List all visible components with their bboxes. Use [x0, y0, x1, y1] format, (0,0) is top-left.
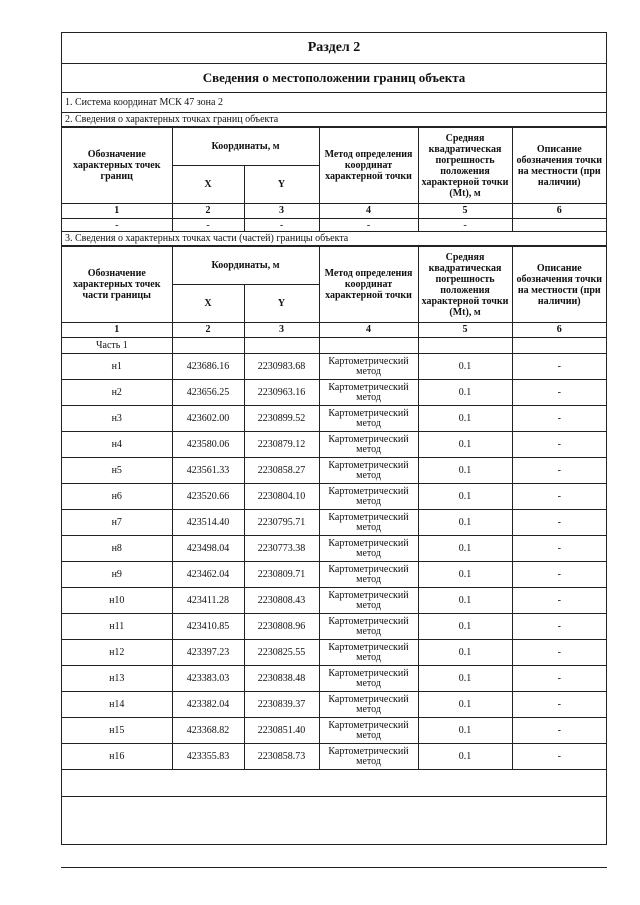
- header-error: Средняя квадратическая погрешность положения характерной точки (Mt), м: [418, 128, 512, 204]
- table-row: [62, 614, 606, 640]
- coord-x: 423410.85: [172, 614, 244, 640]
- coord-y: 2230809.71: [244, 562, 319, 588]
- point-name: н12: [62, 640, 172, 666]
- description: -: [512, 614, 606, 640]
- point-name: н11: [62, 614, 172, 640]
- table-row: [62, 666, 606, 692]
- coord-x: 423602.00: [172, 406, 244, 432]
- point-name: н14: [62, 692, 172, 718]
- table-cell: -: [172, 219, 244, 232]
- error-mt: 0.1: [418, 640, 512, 666]
- table-row: [62, 380, 606, 406]
- point-name: н9: [62, 562, 172, 588]
- coord-y: 2230879.12: [244, 432, 319, 458]
- point-name: н1: [62, 354, 172, 380]
- coord-x: 423520.66: [172, 484, 244, 510]
- description: -: [512, 536, 606, 562]
- description: -: [512, 640, 606, 666]
- table-cell: -: [319, 219, 418, 232]
- method: Картометрический метод: [319, 432, 418, 458]
- column-number: 1: [62, 204, 172, 219]
- boundary-points-table: [62, 127, 606, 232]
- coord-x: 423397.23: [172, 640, 244, 666]
- header-designation: Обозначение характерных точек границ: [62, 128, 172, 204]
- table-cell: -: [244, 219, 319, 232]
- column-number: 6: [512, 204, 606, 219]
- table-row: [62, 744, 606, 770]
- coord-y: 2230804.10: [244, 484, 319, 510]
- description: -: [512, 406, 606, 432]
- header-description: Описание обозначения точки на местности (при наличии): [512, 128, 606, 204]
- section-title: Раздел 2: [62, 33, 606, 64]
- description: -: [512, 432, 606, 458]
- table-cell: [244, 338, 319, 354]
- column-number: 4: [319, 204, 418, 219]
- error-mt: 0.1: [418, 536, 512, 562]
- method: Картометрический метод: [319, 744, 418, 770]
- coord-x: 423355.83: [172, 744, 244, 770]
- method: Картометрический метод: [319, 406, 418, 432]
- table-row: [62, 588, 606, 614]
- coord-x: 423462.04: [172, 562, 244, 588]
- part-label-row: [62, 338, 606, 354]
- header-error: Средняя квадратическая погрешность положения характерной точки (Mt), м: [418, 247, 512, 323]
- point-name: н13: [62, 666, 172, 692]
- point-name: н5: [62, 458, 172, 484]
- table-row: [62, 718, 606, 744]
- method: Картометрический метод: [319, 562, 418, 588]
- error-mt: 0.1: [418, 744, 512, 770]
- table-cell: -: [418, 219, 512, 232]
- point-name: н8: [62, 536, 172, 562]
- point-name: н4: [62, 432, 172, 458]
- coord-x: 423498.04: [172, 536, 244, 562]
- point-name: н10: [62, 588, 172, 614]
- table-cell: -: [62, 219, 172, 232]
- coord-x: 423561.33: [172, 458, 244, 484]
- point-name: н6: [62, 484, 172, 510]
- table-cell: [418, 338, 512, 354]
- method: Картометрический метод: [319, 588, 418, 614]
- error-mt: 0.1: [418, 666, 512, 692]
- coord-y: 2230795.71: [244, 510, 319, 536]
- header-y: Y: [244, 285, 319, 323]
- method: Картометрический метод: [319, 640, 418, 666]
- column-number: 2: [172, 204, 244, 219]
- table-row: [62, 354, 606, 380]
- coord-y: 2230839.37: [244, 692, 319, 718]
- method: Картометрический метод: [319, 692, 418, 718]
- table-row: [62, 432, 606, 458]
- error-mt: 0.1: [418, 718, 512, 744]
- empty-data-row: [62, 219, 606, 232]
- table-cell: [512, 219, 606, 232]
- part-points-table: [62, 246, 606, 797]
- description: -: [512, 380, 606, 406]
- description: -: [512, 484, 606, 510]
- error-mt: 0.1: [418, 406, 512, 432]
- method: Картометрический метод: [319, 484, 418, 510]
- header-coordinates: Координаты, м: [172, 247, 319, 285]
- point-rows: [62, 354, 606, 770]
- method: Картометрический метод: [319, 536, 418, 562]
- column-number: 1: [62, 323, 172, 338]
- description: -: [512, 692, 606, 718]
- error-mt: 0.1: [418, 354, 512, 380]
- table-row: [62, 406, 606, 432]
- column-number: 3: [244, 204, 319, 219]
- table-row: [62, 458, 606, 484]
- coord-x: 423383.03: [172, 666, 244, 692]
- coord-y: 2230825.55: [244, 640, 319, 666]
- description: -: [512, 588, 606, 614]
- coord-system-line: 1. Система координат МСК 47 зона 2: [62, 93, 606, 113]
- header-y: Y: [244, 166, 319, 204]
- header-method: Метод определения координат характерной точки: [319, 128, 418, 204]
- point-name: н2: [62, 380, 172, 406]
- header-x: X: [172, 166, 244, 204]
- column-number: 6: [512, 323, 606, 338]
- part-label: Часть 1: [62, 338, 172, 354]
- section-subtitle: Сведения о местоположении границ объекта: [62, 64, 606, 93]
- document-frame: [61, 32, 607, 845]
- description: -: [512, 718, 606, 744]
- table-cell: [512, 338, 606, 354]
- header-x: X: [172, 285, 244, 323]
- error-mt: 0.1: [418, 588, 512, 614]
- coord-y: 2230858.73: [244, 744, 319, 770]
- coord-x: 423411.28: [172, 588, 244, 614]
- coord-y: 2230808.96: [244, 614, 319, 640]
- footer-divider: [61, 867, 607, 868]
- method: Картометрический метод: [319, 718, 418, 744]
- table-end-row: [62, 770, 606, 797]
- column-number: 3: [244, 323, 319, 338]
- table-row: [62, 692, 606, 718]
- header-designation: Обозначение характерных точек части границы: [62, 247, 172, 323]
- coord-x: 423514.40: [172, 510, 244, 536]
- description: -: [512, 354, 606, 380]
- table-cell: [172, 338, 244, 354]
- point-name: н16: [62, 744, 172, 770]
- coord-y: 2230851.40: [244, 718, 319, 744]
- table1-caption: 2. Сведения о характерных точках границ объекта: [62, 113, 606, 127]
- coord-x: 423686.16: [172, 354, 244, 380]
- header-method: Метод определения координат характерной точки: [319, 247, 418, 323]
- header-coordinates: Координаты, м: [172, 128, 319, 166]
- coord-y: 2230983.68: [244, 354, 319, 380]
- coord-x: 423368.82: [172, 718, 244, 744]
- method: Картометрический метод: [319, 380, 418, 406]
- empty-cell: [62, 770, 606, 797]
- point-name: н3: [62, 406, 172, 432]
- coord-x: 423382.04: [172, 692, 244, 718]
- coord-y: 2230858.27: [244, 458, 319, 484]
- error-mt: 0.1: [418, 484, 512, 510]
- coord-y: 2230838.48: [244, 666, 319, 692]
- description: -: [512, 562, 606, 588]
- error-mt: 0.1: [418, 432, 512, 458]
- header-description: Описание обозначения точки на местности (при наличии): [512, 247, 606, 323]
- description: -: [512, 666, 606, 692]
- coord-y: 2230963.16: [244, 380, 319, 406]
- column-number: 4: [319, 323, 418, 338]
- table-row: [62, 562, 606, 588]
- column-number-row: [62, 323, 606, 338]
- coord-y: 2230773.38: [244, 536, 319, 562]
- coord-x: 423656.25: [172, 380, 244, 406]
- method: Картометрический метод: [319, 510, 418, 536]
- column-number: 5: [418, 323, 512, 338]
- method: Картометрический метод: [319, 666, 418, 692]
- method: Картометрический метод: [319, 354, 418, 380]
- coord-x: 423580.06: [172, 432, 244, 458]
- method: Картометрический метод: [319, 614, 418, 640]
- column-number: 2: [172, 323, 244, 338]
- description: -: [512, 510, 606, 536]
- error-mt: 0.1: [418, 692, 512, 718]
- table-row: [62, 536, 606, 562]
- table2-caption: 3. Сведения о характерных точках части (частей) границы объекта: [62, 232, 606, 246]
- table-cell: [319, 338, 418, 354]
- error-mt: 0.1: [418, 458, 512, 484]
- table-row: [62, 640, 606, 666]
- table-row: [62, 484, 606, 510]
- column-number: 5: [418, 204, 512, 219]
- coord-y: 2230808.43: [244, 588, 319, 614]
- error-mt: 0.1: [418, 380, 512, 406]
- description: -: [512, 744, 606, 770]
- method: Картометрический метод: [319, 458, 418, 484]
- coord-y: 2230899.52: [244, 406, 319, 432]
- error-mt: 0.1: [418, 510, 512, 536]
- error-mt: 0.1: [418, 614, 512, 640]
- description: -: [512, 458, 606, 484]
- point-name: н7: [62, 510, 172, 536]
- error-mt: 0.1: [418, 562, 512, 588]
- column-number-row: [62, 204, 606, 219]
- point-name: н15: [62, 718, 172, 744]
- table-row: [62, 510, 606, 536]
